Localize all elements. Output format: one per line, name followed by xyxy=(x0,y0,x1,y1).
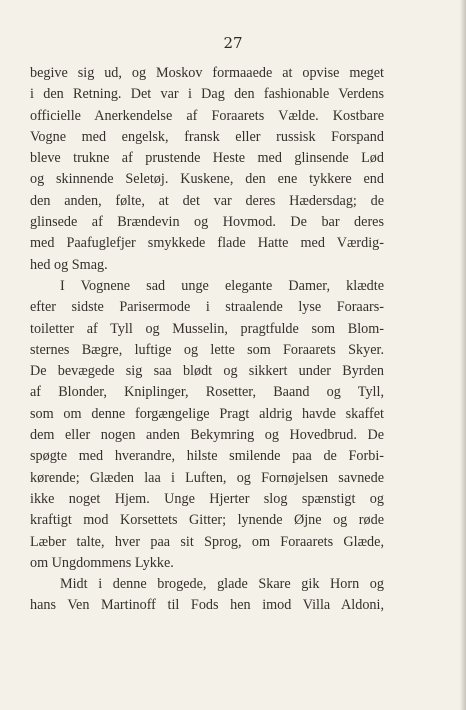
text-line: kørende; Glæden laa i Luften, og Fornøjelsen savnede xyxy=(30,469,384,486)
body-text xyxy=(30,63,384,617)
text-line: som om denne forgængelige Pragt aldrig havde skaffet xyxy=(30,405,384,422)
text-line: bleve trukne af prustende Heste med glinsende Lød xyxy=(30,150,384,167)
text-line: Læber talte, hver paa sit Sprog, om Foraarets Glæde, xyxy=(30,533,384,550)
text-line: dem eller nogen anden Bekymring og Hovedbrud. De xyxy=(30,427,384,444)
text-line: hed og Smag. xyxy=(30,256,108,273)
text-line: og skinnende Seletøj. Kuskene, den ene tykkere end xyxy=(30,171,384,188)
text-line: Midt i denne brogede, glade Skare gik Horn og xyxy=(60,576,384,593)
text-line: De bevægede sig saa blødt og sikkert under Byrden xyxy=(30,363,384,380)
text-line: officielle Anerkendelse af Foraarets Vælde. Kostbare xyxy=(30,107,384,124)
text-line: efter sidste Parisermode i straalende lyse Foraars- xyxy=(30,299,384,316)
text-line: den anden, følte, at det var deres Hædersdag; de xyxy=(30,192,384,209)
page-number: 27 xyxy=(223,34,243,52)
text-line: ikke noget Hjem. Unge Hjerter slog spænstigt og xyxy=(30,490,384,507)
text-line: sternes Bægre, luftige og lette som Foraarets Skyer. xyxy=(30,341,384,358)
text-line: kraftigt mod Korsettets Gitter; lynende Øjne og røde xyxy=(30,512,384,529)
page-edge-shadow xyxy=(460,0,466,710)
text-line: begive sig ud, og Moskov formaaede at opvise meget xyxy=(30,65,384,81)
text-line: I Vognene sad unge elegante Damer, klædte xyxy=(60,277,384,294)
text-line: af Blonder, Kniplinger, Rosetter, Baand og Tyll, xyxy=(30,384,384,401)
text-line: hans Ven Martinoff til Fods hen imod Villa Aldoni, xyxy=(30,597,384,614)
text-line: toiletter af Tyll og Musselin, pragtfulde som Blom- xyxy=(30,320,384,337)
text-line: med Paafuglefjer smykkede flade Hatte med Værdig- xyxy=(30,235,384,252)
text-line: Vogne med engelsk, fransk eller russisk Forspand xyxy=(30,128,384,145)
text-line: om Ungdommens Lykke. xyxy=(30,554,174,571)
text-line: i den Retning. Det var i Dag den fashionable Verdens xyxy=(30,86,384,103)
text-line: glinsede af Brændevin og Hovmod. De bar deres xyxy=(30,214,384,231)
text-line: spøgte med hverandre, hilste smilende paa de Forbi- xyxy=(30,448,384,465)
